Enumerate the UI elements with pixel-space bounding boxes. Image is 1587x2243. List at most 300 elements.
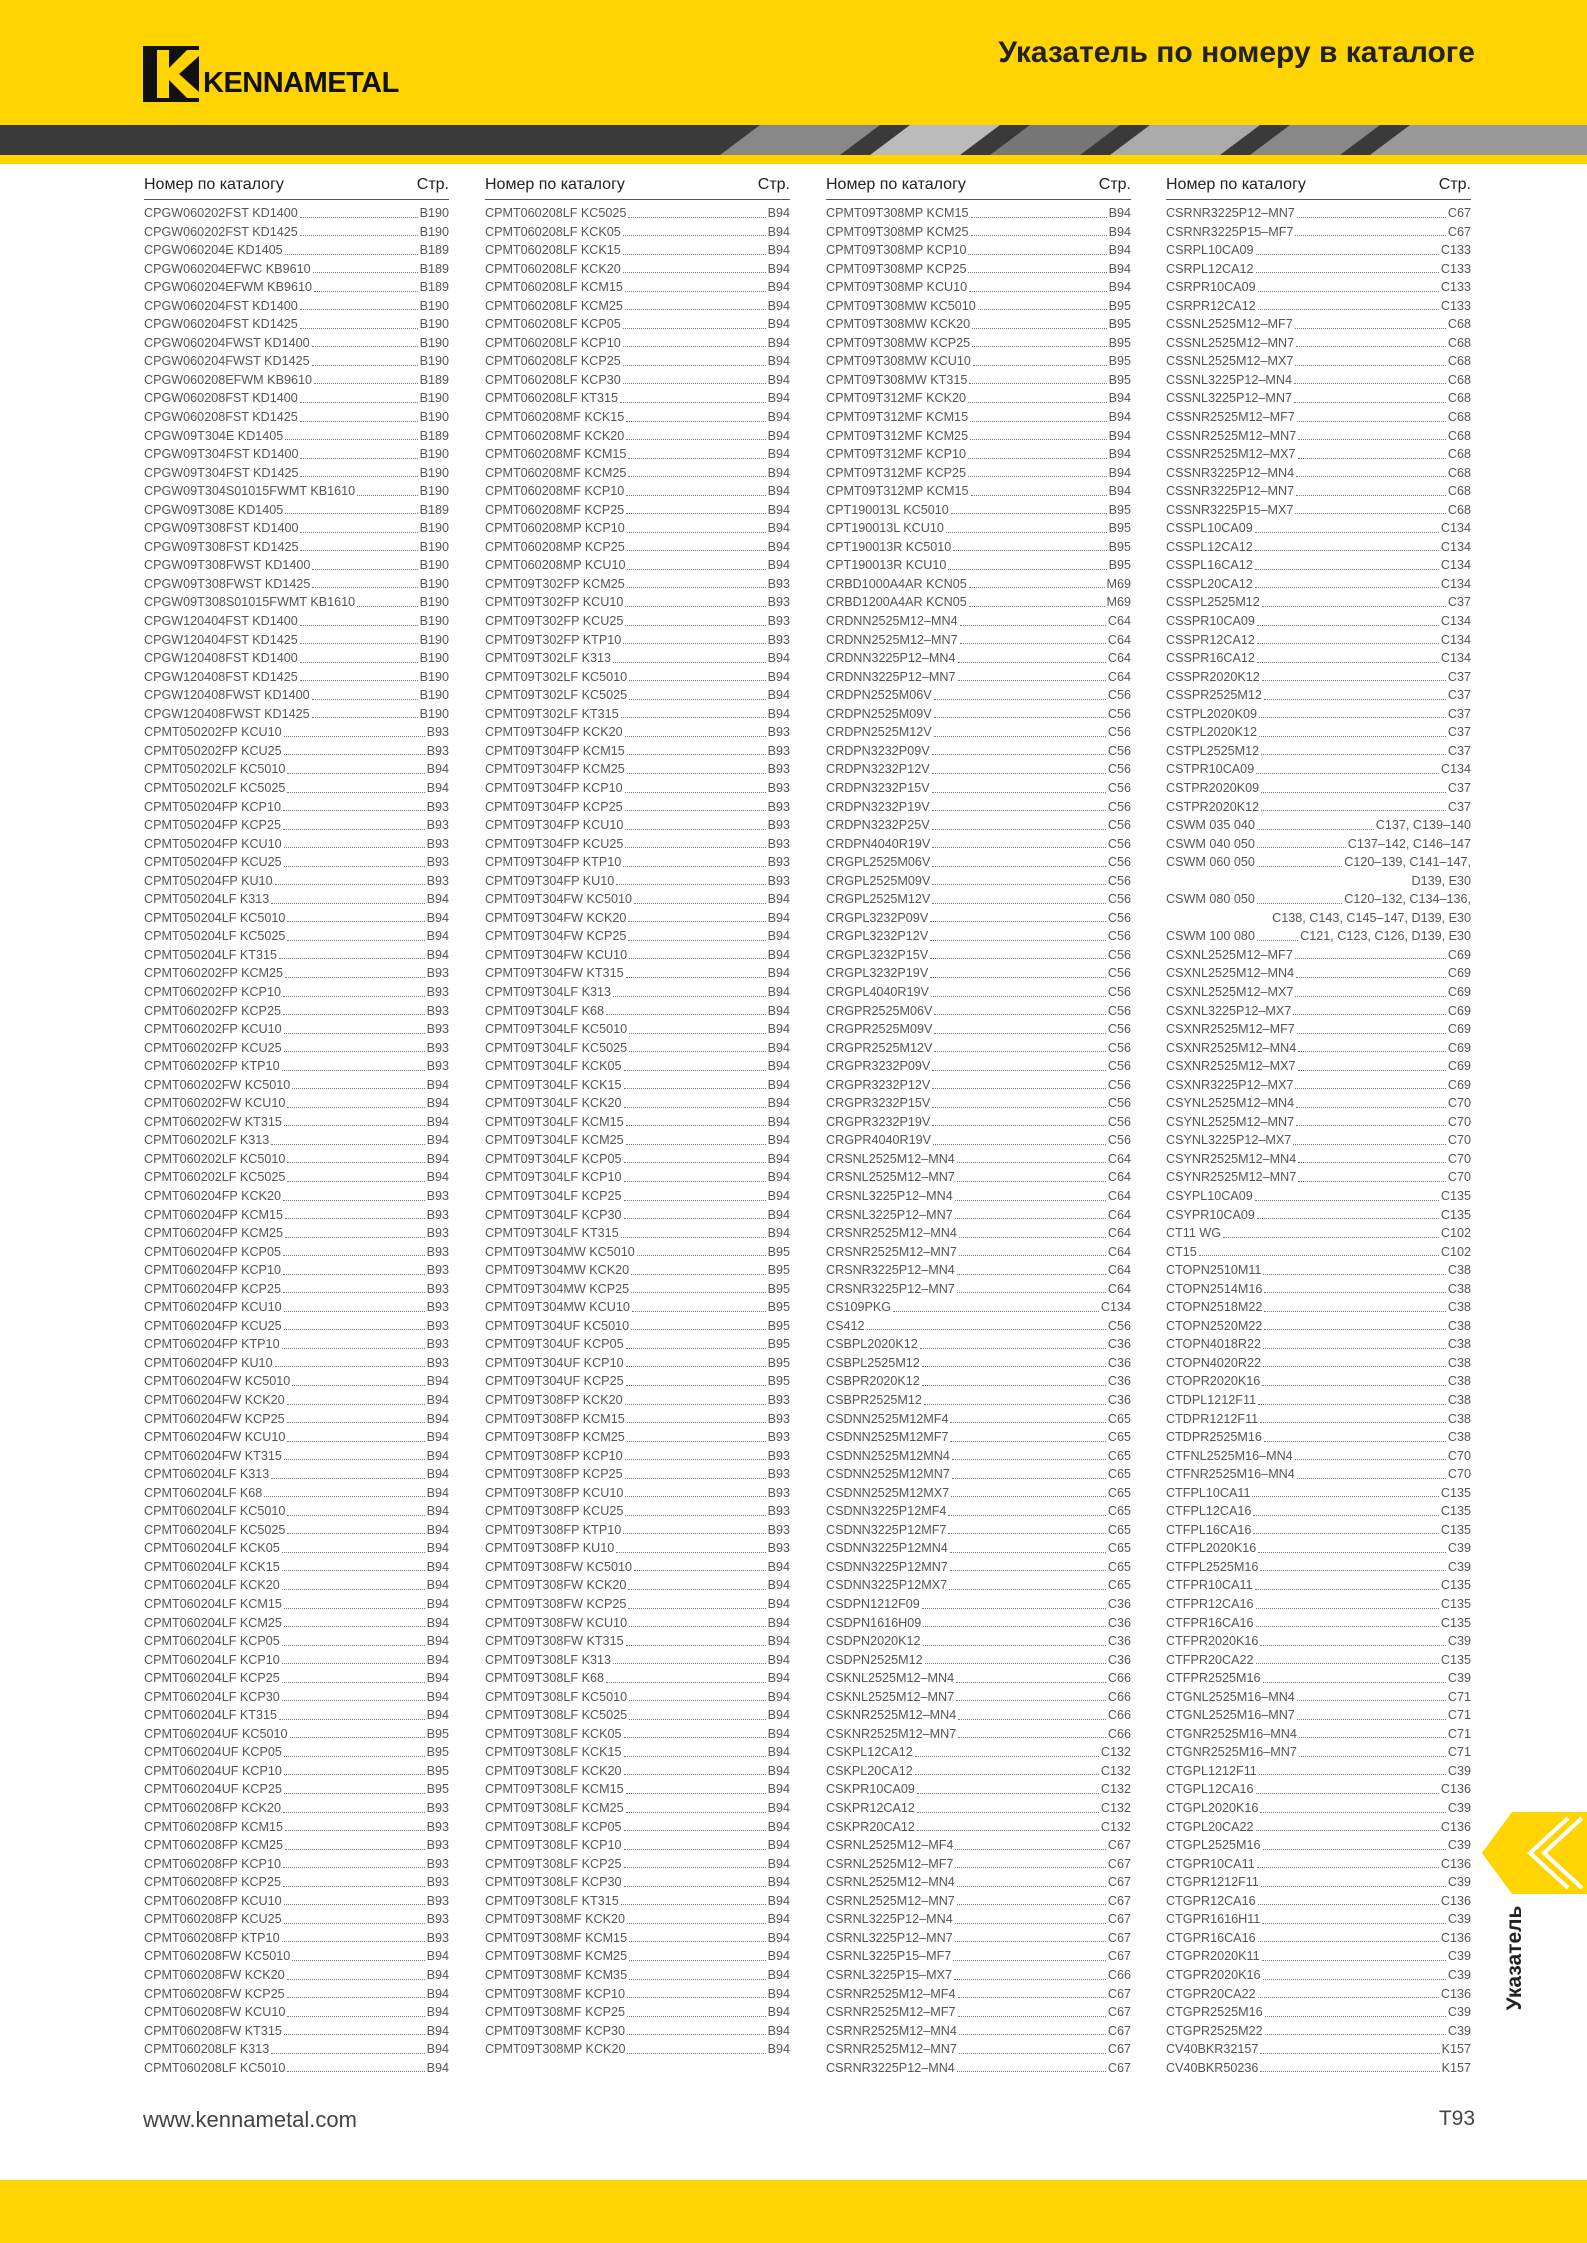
- entry-code: CPMT09T308MF KCP25: [485, 2005, 625, 2020]
- index-entry: [1166, 1762, 1471, 1781]
- index-entry: [485, 1168, 790, 1187]
- entry-page: C37: [1447, 743, 1471, 758]
- entry-page: C70: [1447, 1133, 1471, 1148]
- entry-page: C64: [1107, 651, 1131, 666]
- index-entry: [144, 501, 449, 520]
- index-entry: [1166, 1280, 1471, 1299]
- entry-code: CTFPL16CA16: [1166, 1522, 1252, 1537]
- dot-leader: [282, 1539, 425, 1553]
- dot-leader: [285, 1818, 425, 1832]
- entry-code: CPMT060204FW KCK20: [144, 1393, 285, 1407]
- index-entry: [485, 1725, 790, 1744]
- index-entry: [485, 575, 790, 594]
- index-entry: [144, 1484, 449, 1503]
- index-entry: [485, 1521, 790, 1540]
- entry-page: C70: [1447, 1151, 1471, 1166]
- entry-page: C66: [1107, 1708, 1131, 1723]
- dot-leader: [1257, 927, 1298, 941]
- index-entry: [144, 1929, 449, 1948]
- dot-leader: [312, 705, 418, 719]
- entry-page: C102: [1440, 1244, 1471, 1259]
- entry-code: CSKPL12CA12: [826, 1745, 913, 1760]
- index-entry: [144, 1502, 449, 1521]
- entry-code: CPMT060204LF KCK05: [144, 1541, 280, 1556]
- dot-leader: [931, 983, 1106, 997]
- entry-page: B94: [426, 2042, 449, 2057]
- entry-code: CSKNL2525M12–MN7: [826, 1689, 955, 1704]
- dot-leader: [1261, 798, 1446, 812]
- dot-leader: [1297, 1465, 1446, 1479]
- entry-code: CPMT09T308FW KT315: [485, 1634, 624, 1649]
- index-entry: [485, 519, 790, 538]
- entry-page: B94: [767, 1188, 790, 1203]
- index-entry: [144, 612, 449, 631]
- entry-page: B94: [767, 539, 790, 554]
- index-entry: [1166, 1892, 1471, 1911]
- entry-code: CPMT09T304LF KCP10: [485, 1170, 622, 1185]
- entry-code: CPMT050204FP KCP10: [144, 799, 281, 814]
- index-entry: [1166, 482, 1471, 501]
- entry-page: C71: [1447, 1689, 1471, 1704]
- dot-leader: [1256, 1595, 1439, 1609]
- entry-code: CPGW120404FST KD1425: [144, 632, 298, 647]
- dot-leader: [284, 1317, 425, 1331]
- dot-leader: [1264, 686, 1446, 700]
- index-entry: [485, 742, 790, 761]
- dot-leader: [624, 1762, 766, 1776]
- entry-page: B95: [1108, 317, 1131, 332]
- dot-leader: [623, 223, 766, 237]
- entry-page: C64: [1107, 1263, 1131, 1278]
- index-entry: [144, 668, 449, 687]
- dot-leader: [283, 1873, 425, 1887]
- entry-page: C68: [1447, 502, 1471, 517]
- entry-code: CPMT09T308LF KC5010: [485, 1689, 628, 1704]
- entry-code: CTOPN4018R22: [1166, 1337, 1261, 1352]
- entry-code: CRDPN3232P09V: [826, 743, 930, 758]
- index-entry: [1166, 408, 1471, 427]
- dot-leader: [968, 241, 1106, 255]
- entry-page: B190: [419, 651, 449, 666]
- index-entry: [1166, 1039, 1471, 1058]
- entry-code: CPMT050204FP KCP25: [144, 818, 281, 833]
- entry-code: CPMT09T302LF KC5025: [485, 688, 628, 703]
- index-entry: [1166, 927, 1471, 946]
- entry-code: CPMT060204LF KCP10: [144, 1652, 280, 1667]
- index-entry: [1166, 593, 1471, 612]
- entry-code: CPMT09T302FP KTP10: [485, 632, 622, 647]
- entry-page: B94: [1108, 428, 1131, 443]
- index-entry: [144, 1039, 449, 1058]
- entry-code: CRSNR3225P12–MN7: [826, 1281, 955, 1296]
- index-entry: [485, 482, 790, 501]
- index-entry: [826, 631, 1131, 650]
- index-entry: [485, 2003, 790, 2022]
- entry-page: C133: [1440, 261, 1471, 276]
- entry-page: B93: [426, 1838, 449, 1853]
- index-entry: [485, 1688, 790, 1707]
- dot-leader: [969, 371, 1106, 385]
- dot-leader: [285, 1224, 425, 1238]
- entry-code: CPMT060204LF KC5010: [144, 1504, 286, 1519]
- index-entry: [144, 1521, 449, 1540]
- entry-code: CPMT060202FP KCM25: [144, 966, 284, 981]
- entry-page: C65: [1107, 1504, 1131, 1519]
- dot-leader: [312, 556, 417, 570]
- dot-leader: [953, 538, 1106, 552]
- index-entry: [1166, 1298, 1471, 1317]
- dot-leader: [282, 1576, 425, 1590]
- index-entry: [485, 297, 790, 316]
- index-entry: [826, 352, 1131, 371]
- index-entry: [1166, 1094, 1471, 1113]
- index-entry: [826, 427, 1131, 446]
- entry-page: B94: [426, 1615, 449, 1630]
- dot-leader: [626, 501, 765, 515]
- index-entry: [144, 1317, 449, 1336]
- entry-code: CSSPL10CA09: [1166, 521, 1253, 536]
- entry-page: C36: [1107, 1393, 1131, 1407]
- entry-code: CPMT060208FW KCP25: [144, 1986, 285, 2001]
- entry-page: C66: [1107, 1726, 1131, 1741]
- entry-page: B94: [426, 1170, 449, 1185]
- dot-leader: [934, 705, 1106, 719]
- index-entry: [826, 779, 1131, 798]
- entry-page: B190: [419, 447, 449, 462]
- dot-leader: [934, 1039, 1105, 1053]
- dot-leader: [1263, 1669, 1446, 1683]
- entry-code: CPMT050204LF KC5025: [144, 929, 286, 944]
- entry-page: C134: [1440, 558, 1471, 573]
- entry-code: CPMT060204FP KCP25: [144, 1281, 281, 1296]
- entry-code: CSYPR10CA09: [1166, 1207, 1255, 1222]
- entry-code: CSRNL2525M12–MF4: [826, 1838, 954, 1853]
- entry-page: B95: [767, 1244, 790, 1259]
- dot-leader: [625, 593, 765, 607]
- entry-page: C64: [1107, 632, 1131, 647]
- dot-leader: [279, 1706, 425, 1720]
- entry-page: C38: [1447, 1318, 1471, 1333]
- index-entry: [826, 1818, 1131, 1837]
- entry-code: CTFPL2020K16: [1166, 1541, 1257, 1556]
- dot-leader: [1298, 427, 1446, 441]
- index-rows: [1166, 204, 1471, 2077]
- entry-page: B95: [426, 1763, 449, 1778]
- entry-page: B189: [419, 280, 449, 295]
- entry-page: M69: [1106, 595, 1131, 610]
- entry-code: CSSNL3225P12–MN4: [1166, 372, 1293, 387]
- dot-leader: [625, 835, 765, 849]
- index-entry: [485, 1206, 790, 1225]
- entry-code: CV40BKR32157: [1166, 2042, 1259, 2057]
- entry-code: CV40BKR50236: [1166, 2060, 1259, 2075]
- entry-page: B93: [426, 1188, 449, 1203]
- entry-page: B93: [426, 1893, 449, 1908]
- entry-page: B94: [426, 1689, 449, 1704]
- entry-page: B94: [426, 1949, 449, 1964]
- entry-page: C67: [1107, 2060, 1131, 2075]
- index-entry: [485, 1224, 790, 1243]
- index-entry: [1166, 1873, 1471, 1892]
- entry-code: CPMT060204FP KCP10: [144, 1263, 281, 1278]
- index-entry: [144, 1947, 449, 1966]
- entry-code: CPMT09T304FP KCP10: [485, 780, 623, 795]
- dot-leader: [1295, 223, 1445, 237]
- entry-code: CPGW09T308FST KD1400: [144, 521, 299, 536]
- index-entry: [485, 1632, 790, 1651]
- entry-page: C36: [1107, 1355, 1131, 1370]
- entry-code: CRDPN3232P12V: [826, 762, 930, 777]
- entry-page: C66: [1107, 1671, 1131, 1686]
- dot-leader: [1255, 1576, 1439, 1590]
- dot-leader: [627, 1985, 766, 1999]
- index-entry: [144, 2059, 449, 2078]
- dot-leader: [957, 1261, 1106, 1275]
- dot-leader: [314, 278, 418, 292]
- entry-code: CPMT060208LF KCP10: [485, 335, 621, 350]
- index-entry: [144, 1743, 449, 1762]
- entry-page: B93: [426, 1930, 449, 1945]
- entry-code: CTOPR2020K16: [1166, 1374, 1261, 1389]
- entry-page: C70: [1447, 1114, 1471, 1129]
- index-entry: [826, 1632, 1131, 1651]
- index-entry: [144, 798, 449, 817]
- entry-code: CPT190013L KCU10: [826, 521, 944, 536]
- entry-code: CPMT060204LF KCP30: [144, 1689, 280, 1704]
- entry-code: CRDPN2525M06V: [826, 688, 932, 703]
- entry-code: CPMT09T304LF KC5025: [485, 1040, 628, 1055]
- index-entry: [144, 315, 449, 334]
- index-entry: [826, 1113, 1131, 1132]
- index-entry: [144, 352, 449, 371]
- index-entry: [1166, 2040, 1471, 2059]
- index-entry: [1166, 890, 1471, 909]
- entry-code: CPMT09T308MW KCU10: [826, 354, 971, 369]
- entry-page: C65: [1107, 1485, 1131, 1500]
- entry-page: B189: [419, 243, 449, 258]
- footer-bar: [0, 2180, 1587, 2243]
- index-entry: [1166, 1002, 1471, 1021]
- index-entry: [485, 445, 790, 464]
- dot-leader: [1252, 1484, 1438, 1498]
- entry-code: CSBPR2525M12: [826, 1393, 922, 1407]
- entry-page: B94: [426, 2023, 449, 2038]
- entry-page: B94: [426, 910, 449, 925]
- section-tab-icon[interactable]: [1482, 1812, 1587, 1894]
- entry-code: CRSNR2525M12–MN7: [826, 1244, 957, 1259]
- entry-code: CTGPL1212F11: [1166, 1763, 1257, 1778]
- entry-code: CPMT060204FW KT315: [144, 1448, 282, 1463]
- footer-url[interactable]: www.kennametal.com: [143, 2107, 357, 2132]
- dot-leader: [1259, 705, 1446, 719]
- index-column-2: [485, 176, 790, 2059]
- entry-page: B95: [767, 1300, 790, 1315]
- index-entry: [485, 816, 790, 835]
- entry-code: CPGW09T308FST KD1425: [144, 539, 299, 554]
- dot-leader: [284, 1039, 425, 1053]
- dot-leader: [915, 1762, 1099, 1776]
- entry-page: B190: [419, 669, 449, 684]
- entry-code: CRSNR3225P12–MN4: [826, 1263, 955, 1278]
- index-entry: [485, 1985, 790, 2004]
- index-entry: [485, 389, 790, 408]
- entry-page: B94: [426, 1114, 449, 1129]
- index-entry: [826, 389, 1131, 408]
- entry-code: CSYNL3225P12–MX7: [1166, 1133, 1292, 1148]
- entry-code: CPMT060202FW KT315: [144, 1114, 282, 1129]
- index-entry: [1166, 334, 1471, 353]
- index-entry: [826, 649, 1131, 668]
- dot-leader: [282, 1558, 425, 1572]
- entry-code: CSKPR10CA09: [826, 1782, 915, 1797]
- entry-code: CPMT060208FW KT315: [144, 2023, 282, 2038]
- index-entry: [485, 538, 790, 557]
- entry-page: B94: [426, 1634, 449, 1649]
- entry-page: B94: [767, 1040, 790, 1055]
- entry-code: CSDNN2525M12MN4: [826, 1448, 950, 1463]
- entry-code: CSSPL12CA12: [1166, 539, 1253, 554]
- entry-code: CPMT060208FP KCU25: [144, 1912, 282, 1927]
- index-entry: [1166, 649, 1471, 668]
- index-entry: [826, 1947, 1131, 1966]
- dot-leader: [271, 890, 424, 904]
- dot-leader: [955, 1929, 1106, 1943]
- index-entry: [826, 946, 1131, 965]
- entry-code: CPMT060204FP KTP10: [144, 1337, 280, 1352]
- index-entry: [826, 1929, 1131, 1948]
- entry-page: C56: [1107, 892, 1131, 907]
- entry-code: CPMT09T308LF KCK05: [485, 1726, 622, 1741]
- entry-page: K157: [1441, 2060, 1471, 2075]
- entry-page: B94: [767, 410, 790, 425]
- entry-code: CPMT060202FP KCP25: [144, 1003, 281, 1018]
- index-entry: [144, 1076, 449, 1095]
- dot-leader: [283, 1187, 425, 1201]
- index-entry: [144, 909, 449, 928]
- dot-leader: [621, 1892, 766, 1906]
- index-entry: [826, 1595, 1131, 1614]
- entry-code: CPGW09T304S01015FWMT KB1610: [144, 484, 356, 499]
- entry-page: C66: [1107, 1689, 1131, 1704]
- entry-page: B94: [767, 1597, 790, 1612]
- entry-page: B93: [426, 1263, 449, 1278]
- entry-code: CSKPL20CA12: [826, 1763, 913, 1778]
- entry-code: CSRNL3225P12–MN4: [826, 1912, 953, 1927]
- entry-code: CPMT09T308FP KTP10: [485, 1522, 622, 1537]
- entry-code: CPGW060204EFWC KB9610: [144, 261, 311, 276]
- dot-leader: [634, 890, 766, 904]
- index-entry: [1166, 1780, 1471, 1799]
- entry-page: C68: [1447, 317, 1471, 332]
- entry-page: C135: [1440, 1207, 1471, 1222]
- entry-code: CPMT060208LF KCP25: [485, 354, 621, 369]
- entry-page: C121, C123, C126, D139, E30: [1300, 929, 1471, 944]
- index-entry: [144, 1391, 449, 1410]
- dot-leader: [287, 1168, 424, 1182]
- entry-page: B93: [767, 1504, 790, 1519]
- entry-code: CSRNR3225P12–MN4: [826, 2060, 955, 2075]
- dot-leader: [1259, 1762, 1446, 1776]
- index-entry: [1166, 1836, 1471, 1855]
- entry-page: C36: [1107, 1634, 1131, 1649]
- entry-code: CSBPL2020K12: [826, 1337, 918, 1352]
- index-entry: [144, 1020, 449, 1039]
- entry-code: CPMT060204LF KT315: [144, 1708, 278, 1723]
- entry-code: CSYNL2525M12–MN4: [1166, 1096, 1295, 1111]
- entry-page: C134: [1440, 521, 1471, 536]
- dot-leader: [271, 2040, 424, 2054]
- index-entry: [1166, 1335, 1471, 1354]
- index-entry: [1166, 223, 1471, 242]
- entry-page: B95: [1108, 354, 1131, 369]
- entry-page: B93: [426, 1337, 449, 1352]
- dot-leader: [971, 223, 1107, 237]
- dot-leader: [932, 798, 1106, 812]
- entry-page: B93: [426, 1318, 449, 1333]
- entry-code: CSWM 060 050: [1166, 855, 1255, 870]
- entry-page: C135: [1440, 1615, 1471, 1630]
- index-entry: [144, 760, 449, 779]
- index-entry: [1166, 1558, 1471, 1577]
- entry-page: B94: [767, 484, 790, 499]
- entry-code: CTGNL2525M16–MN7: [1166, 1708, 1295, 1723]
- index-entry: [144, 1873, 449, 1892]
- index-entry: [485, 1039, 790, 1058]
- dot-leader: [282, 1057, 425, 1071]
- entry-code: CPMT050204LF KT315: [144, 947, 278, 962]
- dot-leader: [915, 1743, 1099, 1757]
- entry-code: CPMT060208MP KCP10: [485, 521, 625, 536]
- entry-code: CSRNR3225P12–MN7: [1166, 206, 1295, 220]
- entry-page: B94: [767, 984, 790, 999]
- index-entry: [1166, 1929, 1471, 1948]
- index-entry: [826, 668, 1131, 687]
- index-entry: [144, 779, 449, 798]
- index-entry: [1166, 686, 1471, 705]
- entry-page: C69: [1447, 1003, 1471, 1018]
- index-entry: [1166, 1910, 1471, 1929]
- dot-leader: [628, 204, 765, 218]
- index-entry: [1166, 556, 1471, 575]
- dot-leader: [275, 872, 425, 886]
- index-entry: [826, 2040, 1131, 2059]
- entry-page: C56: [1107, 1096, 1131, 1111]
- entry-code: CTFPR16CA16: [1166, 1615, 1254, 1630]
- entry-page: B94: [767, 1077, 790, 1092]
- index-entry: [826, 1836, 1131, 1855]
- index-entry: [826, 1020, 1131, 1039]
- index-entry: [485, 1743, 790, 1762]
- dot-leader: [626, 482, 765, 496]
- entry-code: CTDPR2525M16: [1166, 1430, 1262, 1445]
- dot-leader: [1298, 1057, 1446, 1071]
- dot-leader: [922, 1354, 1106, 1368]
- entry-page: C64: [1107, 1244, 1131, 1259]
- entry-code: CPMT09T308LF KCP25: [485, 1856, 622, 1871]
- entry-code: CRGPR3232P09V: [826, 1059, 931, 1074]
- entry-page: C36: [1107, 1597, 1131, 1612]
- index-entry: [485, 1280, 790, 1299]
- dot-leader: [1297, 1706, 1446, 1720]
- dot-leader: [627, 2040, 765, 2054]
- index-entry: [144, 1855, 449, 1874]
- entry-code: CPMT060202LF K313: [144, 1133, 270, 1148]
- entry-page: C135: [1440, 1485, 1471, 1500]
- entry-code: CSDNN3225P12MN7: [826, 1559, 948, 1574]
- entry-page: C64: [1107, 1207, 1131, 1222]
- dot-leader: [627, 742, 766, 756]
- entry-code: CSSNR3225P12–MN4: [1166, 465, 1295, 480]
